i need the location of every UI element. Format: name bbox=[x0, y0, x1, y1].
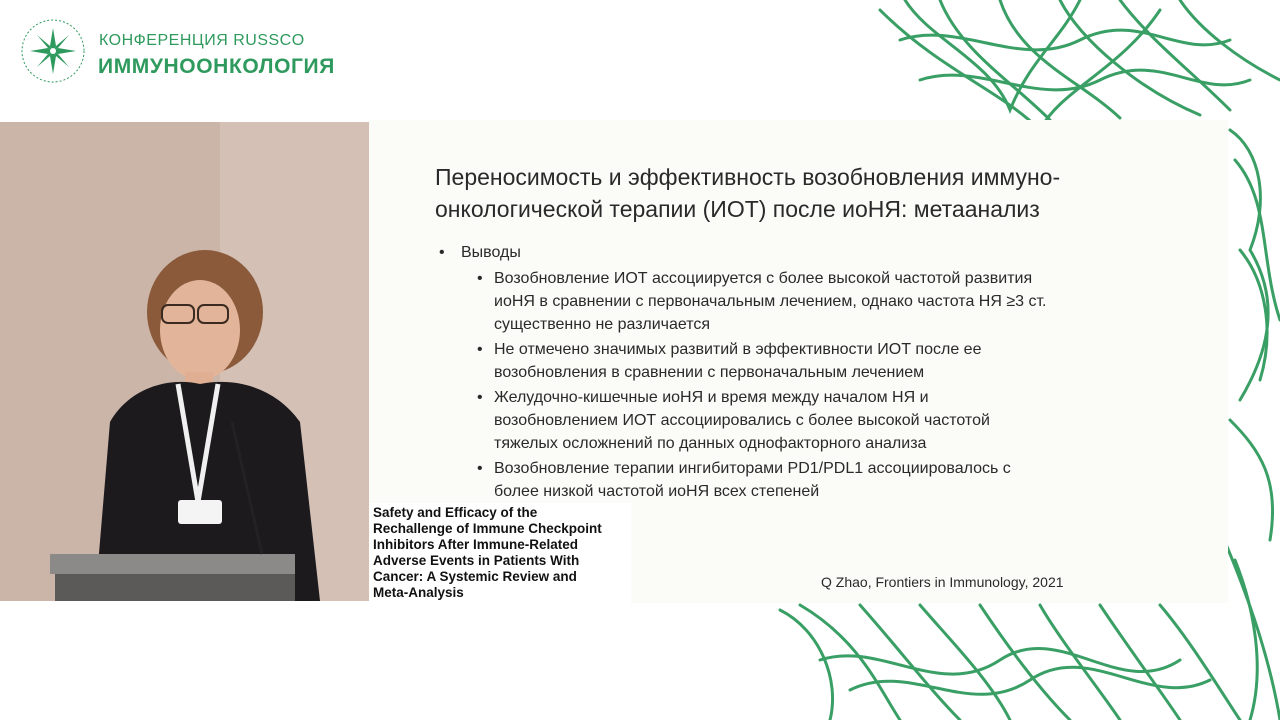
bullet-line: возобновления в сравнении с первоначальным лечением bbox=[494, 364, 925, 381]
conference-name: КОНФЕРЕНЦИЯ RUSSCO bbox=[99, 32, 305, 49]
bullet-point bbox=[427, 338, 1127, 384]
article-title-line: Inhibitors After Immune-Related bbox=[373, 537, 579, 552]
article-title-line: Cancer: A Systemic Review and bbox=[373, 569, 577, 584]
slide-title bbox=[435, 161, 1195, 225]
speaker-figure bbox=[0, 122, 369, 601]
bullet-line: более низкой частотой иоНЯ всех степеней bbox=[494, 483, 820, 500]
bullet-line: иоНЯ в сравнении с первоначальным лечением, однако частота НЯ ≥3 ст. bbox=[494, 293, 1047, 310]
citation: Q Zhao, Frontiers in Immunology, 2021 bbox=[821, 574, 1064, 590]
bullet-line: • Возобновление терапии ингибиторами PD1/PDL1 ассоциировалось с bbox=[494, 460, 1011, 477]
bullet-point bbox=[427, 386, 1127, 455]
article-title bbox=[373, 505, 631, 601]
article-title-line: Adverse Events in Patients With bbox=[373, 553, 580, 568]
bullet-line: существенно не различается bbox=[494, 316, 711, 333]
article-title-box bbox=[369, 503, 631, 603]
slide-title-line: Переносимость и эффективность возобновления иммуно- bbox=[435, 164, 1061, 190]
bullet-list bbox=[427, 242, 1127, 505]
article-title-line: Safety and Efficacy of the bbox=[373, 505, 538, 520]
russco-logo bbox=[20, 18, 86, 84]
bullet-line: тяжелых осложнений по данных однофакторного анализа bbox=[494, 435, 927, 452]
article-title-line: Meta-Analysis bbox=[373, 585, 464, 600]
bullet-line: • Желудочно-кишечные иоНЯ и время между началом НЯ и bbox=[494, 389, 929, 406]
article-title-line: Rechallenge of Immune Checkpoint bbox=[373, 521, 602, 536]
bullet-line: возобновлением ИОТ ассоциировались с более высокой частотой bbox=[494, 412, 990, 429]
bullet-point bbox=[427, 457, 1127, 503]
section-heading: • Выводы bbox=[427, 242, 1127, 264]
bullet-line: • Не отмечено значимых развитий в эффективности ИОТ после ее bbox=[494, 341, 982, 358]
bullet-point bbox=[427, 267, 1127, 336]
slide-title-line: онкологической терапии (ИОТ) после иоНЯ: метаанализ bbox=[435, 196, 1040, 222]
conference-title: ИММУНООНКОЛОГИЯ bbox=[98, 55, 335, 78]
speaker-video bbox=[0, 122, 369, 601]
bullet-line: • Возобновление ИОТ ассоциируется с более высокой частотой развития bbox=[494, 270, 1033, 287]
